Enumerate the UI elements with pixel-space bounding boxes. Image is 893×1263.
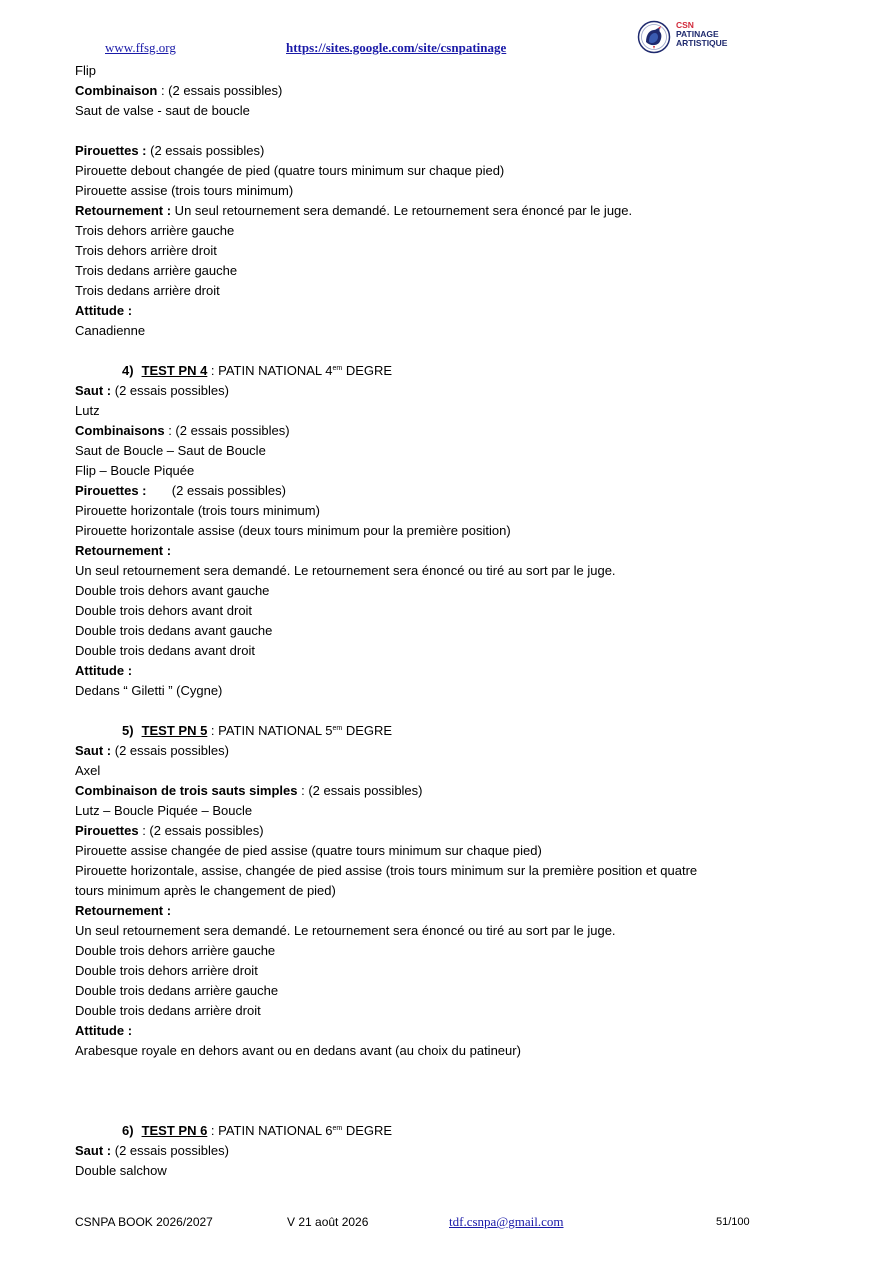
test-heading bbox=[75, 1121, 835, 1141]
line-text: Saut de valse - saut de boucle bbox=[75, 103, 250, 118]
logo-wordmark bbox=[676, 21, 727, 49]
line-label: Attitude : bbox=[75, 303, 133, 318]
text-line bbox=[75, 761, 835, 781]
line-text: Canadienne bbox=[75, 323, 146, 338]
text-line bbox=[75, 1001, 835, 1021]
test-heading bbox=[75, 721, 835, 741]
ffsg-website-link[interactable]: www.ffsg.org bbox=[105, 40, 176, 55]
blank-line bbox=[75, 1081, 835, 1101]
blank-line bbox=[75, 1101, 835, 1121]
line-text: (2 essais possibles) bbox=[111, 743, 229, 758]
text-line bbox=[75, 641, 835, 661]
logo-line-2: PATINAGE bbox=[676, 29, 719, 40]
test-title-tail: DEGRE bbox=[342, 1123, 393, 1138]
text-line bbox=[75, 501, 835, 521]
line-text: Flip bbox=[75, 63, 96, 78]
line-text: Double trois dedans arrière gauche bbox=[75, 983, 279, 998]
rooster-emblem-icon bbox=[637, 20, 671, 54]
line-text: tours minimum après le changement de pied) bbox=[75, 883, 336, 898]
text-line bbox=[75, 261, 835, 281]
line-text: Double trois dehors avant gauche bbox=[75, 583, 270, 598]
text-line bbox=[75, 61, 835, 81]
labeled-line bbox=[75, 781, 835, 801]
line-text: Axel bbox=[75, 763, 101, 778]
line-text: Trois dehors arrière droit bbox=[75, 243, 217, 258]
test-number: 6) bbox=[122, 1123, 134, 1138]
line-label: Pirouettes : bbox=[75, 483, 147, 498]
labeled-line bbox=[75, 201, 835, 221]
test-title-tail: DEGRE bbox=[342, 723, 393, 738]
labeled-line bbox=[75, 141, 835, 161]
labeled-line bbox=[75, 1141, 835, 1161]
line-label: Saut : bbox=[75, 383, 112, 398]
line-label: Combinaison de trois sauts simples bbox=[75, 783, 298, 798]
line-text: (2 essais possibles) bbox=[146, 143, 265, 158]
line-label: Retournement : bbox=[75, 543, 172, 558]
blank-line bbox=[75, 1061, 835, 1081]
labeled-line bbox=[75, 1021, 835, 1041]
text-line bbox=[75, 881, 835, 901]
line-text: (2 essais possibles) bbox=[111, 383, 229, 398]
test-heading bbox=[75, 361, 835, 381]
ordinal-superscript: em bbox=[332, 725, 343, 732]
text-line bbox=[75, 921, 835, 941]
line-text: (2 essais possibles) bbox=[111, 1143, 229, 1158]
labeled-line bbox=[75, 421, 835, 441]
footer-email-link[interactable]: tdf.csnpa@gmail.com bbox=[449, 1214, 564, 1229]
line-text: Double trois dehors arrière gauche bbox=[75, 943, 276, 958]
test-number: 4) bbox=[122, 363, 134, 378]
line-text: Trois dehors arrière gauche bbox=[75, 223, 235, 238]
line-text: Lutz bbox=[75, 403, 100, 418]
line-text: Pirouette horizontale, assise, changée de pied assise (trois tours minimum sur la première position et quatre bbox=[75, 863, 698, 878]
csn-patinage-logo bbox=[637, 20, 747, 54]
text-line bbox=[75, 321, 835, 341]
line-text: Arabesque royale en dehors avant ou en dedans avant (au choix du patineur) bbox=[75, 1043, 521, 1058]
blank-line bbox=[75, 341, 835, 361]
labeled-line bbox=[75, 481, 835, 501]
line-text: Trois dedans arrière droit bbox=[75, 283, 220, 298]
line-text: Un seul retournement sera demandé. Le retournement sera énoncé par le juge. bbox=[171, 203, 633, 218]
text-line bbox=[75, 621, 835, 641]
line-text: Pirouette assise (trois tours minimum) bbox=[75, 183, 294, 198]
text-line bbox=[75, 681, 835, 701]
footer-page-number: 51/100 bbox=[716, 1216, 750, 1228]
line-text: Pirouette horizontale (trois tours minimum) bbox=[75, 503, 320, 518]
test-number: 5) bbox=[122, 723, 134, 738]
line-text: (2 essais possibles) bbox=[146, 483, 286, 498]
text-line bbox=[75, 461, 835, 481]
text-line bbox=[75, 801, 835, 821]
test-title: : PATIN NATIONAL 6 bbox=[207, 1123, 333, 1138]
line-text: Saut de Boucle – Saut de Boucle bbox=[75, 443, 266, 458]
text-line bbox=[75, 161, 835, 181]
blank-line bbox=[75, 121, 835, 141]
text-line bbox=[75, 981, 835, 1001]
text-line bbox=[75, 861, 835, 881]
line-text: Double trois dedans avant droit bbox=[75, 643, 255, 658]
line-label: Saut : bbox=[75, 743, 112, 758]
footer-version: V 21 août 2026 bbox=[287, 1215, 369, 1229]
logo-line-1: CSN bbox=[676, 20, 694, 30]
text-line bbox=[75, 521, 835, 541]
csn-patinage-site-link[interactable]: https://sites.google.com/site/csnpatinage bbox=[286, 40, 507, 55]
text-line bbox=[75, 941, 835, 961]
text-line bbox=[75, 181, 835, 201]
text-line bbox=[75, 841, 835, 861]
line-label: Retournement : bbox=[75, 903, 172, 918]
line-text: Flip – Boucle Piquée bbox=[75, 463, 195, 478]
line-label: Attitude : bbox=[75, 663, 133, 678]
labeled-line bbox=[75, 301, 835, 321]
test-name: TEST PN 5 bbox=[141, 723, 208, 738]
line-label: Combinaison bbox=[75, 83, 158, 98]
line-text: Un seul retournement sera demandé. Le retournement sera énoncé ou tiré au sort par le juge. bbox=[75, 923, 616, 938]
document-body bbox=[75, 61, 835, 1181]
text-line bbox=[75, 441, 835, 461]
text-line bbox=[75, 1161, 835, 1181]
labeled-line bbox=[75, 821, 835, 841]
text-line bbox=[75, 241, 835, 261]
ordinal-superscript: em bbox=[332, 1125, 343, 1132]
line-text: Pirouette horizontale assise (deux tours minimum pour la première position) bbox=[75, 523, 511, 538]
line-label: Pirouettes bbox=[75, 823, 139, 838]
line-label: Saut : bbox=[75, 1143, 112, 1158]
line-text: Un seul retournement sera demandé. Le retournement sera énoncé ou tiré au sort par le juge. bbox=[75, 563, 616, 578]
text-line bbox=[75, 1041, 835, 1061]
line-text: Double trois dedans avant gauche bbox=[75, 623, 273, 638]
line-text: Double trois dedans arrière droit bbox=[75, 1003, 261, 1018]
test-name: TEST PN 4 bbox=[141, 363, 208, 378]
line-text: : (2 essais possibles) bbox=[157, 83, 283, 98]
logo-line-3: ARTISTIQUE bbox=[676, 38, 728, 49]
text-line bbox=[75, 561, 835, 581]
test-title: : PATIN NATIONAL 4 bbox=[207, 363, 333, 378]
line-label: Combinaisons bbox=[75, 423, 165, 438]
line-label: Attitude : bbox=[75, 1023, 133, 1038]
text-line bbox=[75, 221, 835, 241]
blank-line bbox=[75, 701, 835, 721]
labeled-line bbox=[75, 541, 835, 561]
text-line bbox=[75, 281, 835, 301]
test-title-tail: DEGRE bbox=[342, 363, 393, 378]
test-title: : PATIN NATIONAL 5 bbox=[207, 723, 333, 738]
line-label: Pirouettes : bbox=[75, 143, 147, 158]
line-label: Retournement : bbox=[75, 203, 172, 218]
line-text: Trois dedans arrière gauche bbox=[75, 263, 238, 278]
line-text: Double trois dehors avant droit bbox=[75, 603, 253, 618]
line-text: Double trois dehors arrière droit bbox=[75, 963, 258, 978]
text-line bbox=[75, 581, 835, 601]
ordinal-superscript: em bbox=[332, 365, 343, 372]
text-line bbox=[75, 601, 835, 621]
line-text: Lutz – Boucle Piquée – Boucle bbox=[75, 803, 253, 818]
line-text: Double salchow bbox=[75, 1163, 167, 1178]
labeled-line bbox=[75, 741, 835, 761]
labeled-line bbox=[75, 381, 835, 401]
labeled-line bbox=[75, 81, 835, 101]
text-line bbox=[75, 401, 835, 421]
text-line bbox=[75, 101, 835, 121]
text-line bbox=[75, 961, 835, 981]
labeled-line bbox=[75, 901, 835, 921]
line-text: : (2 essais possibles) bbox=[138, 823, 264, 838]
footer-book-title: CSNPA BOOK 2026/2027 bbox=[75, 1215, 213, 1229]
labeled-line bbox=[75, 661, 835, 681]
line-text: Pirouette debout changée de pied (quatre tours minimum sur chaque pied) bbox=[75, 163, 505, 178]
line-text: : (2 essais possibles) bbox=[164, 423, 290, 438]
line-text: : (2 essais possibles) bbox=[297, 783, 423, 798]
test-name: TEST PN 6 bbox=[141, 1123, 208, 1138]
line-text: Dedans “ Giletti ” (Cygne) bbox=[75, 683, 223, 698]
line-text: Pirouette assise changée de pied assise (quatre tours minimum sur chaque pied) bbox=[75, 843, 542, 858]
